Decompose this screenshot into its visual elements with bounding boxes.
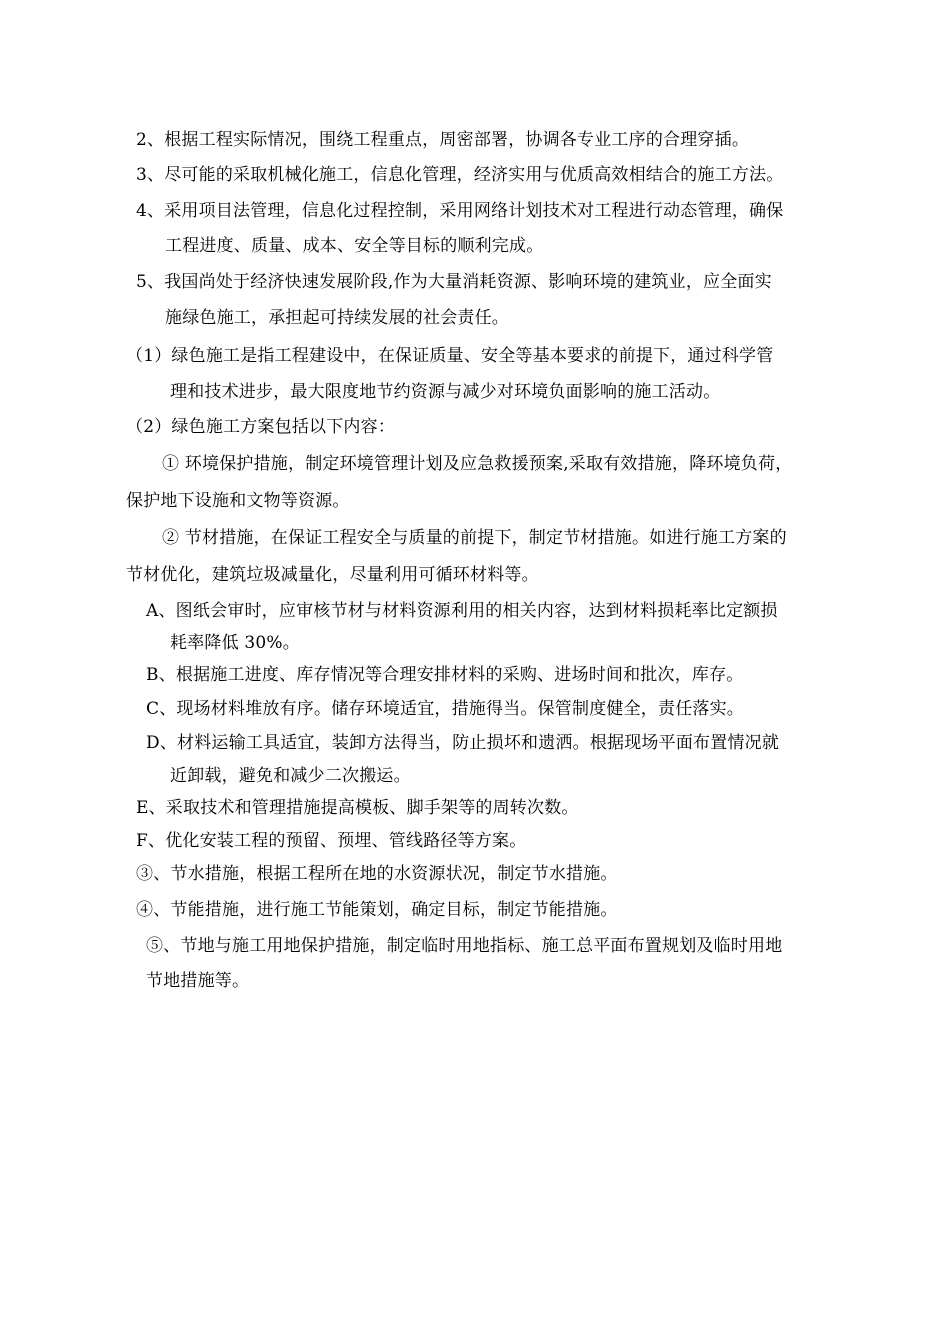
text-line: ⑤、节地与施工用地保护措施，制定临时用地指标、施工总平面布置规划及临时用地 [146, 936, 783, 956]
text-line: 保护地下设施和文物等资源。 [126, 491, 350, 511]
text-line: F、优化安装工程的预留、预埋、管线路径等方案。 [136, 831, 527, 851]
text-line: 节材优化，建筑垃圾减量化，尽量利用可循环材料等。 [126, 565, 539, 585]
text-line: 近卸载，避免和减少二次搬运。 [170, 766, 411, 786]
text-line: 工程进度、质量、成本、安全等目标的顺利完成。 [165, 236, 544, 256]
text-line: 5、我国尚处于经济快速发展阶段,作为大量消耗资源、影响环境的建筑业，应全面实 [136, 272, 772, 292]
text-line: 3、尽可能的采取机械化施工，信息化管理，经济实用与优质高效相结合的施工方法。 [136, 165, 784, 185]
text-line: （2）绿色施工方案包括以下内容： [126, 417, 396, 437]
text-line: A、图纸会审时，应审核节材与材料资源利用的相关内容，达到材料损耗率比定额损 [146, 601, 778, 621]
text-line: E、采取技术和管理措施提高模板、脚手架等的周转次数。 [136, 798, 579, 818]
text-line: D、材料运输工具适宜，装卸方法得当，防止损坏和遗洒。根据现场平面布置情况就 [146, 733, 780, 753]
text-line: ③、节水措施，根据工程所在地的水资源状况，制定节水措施。 [136, 864, 618, 884]
text-line: 耗率降低 30%。 [170, 633, 300, 653]
text-line: 节地措施等。 [146, 971, 250, 991]
text-line: ② 节材措施，在保证工程安全与质量的前提下，制定节材措施。如进行施工方案的 [162, 528, 787, 548]
text-line: 2、根据工程实际情况，围绕工程重点，周密部署，协调各专业工序的合理穿插。 [136, 130, 750, 150]
text-line: ④、节能措施，进行施工节能策划，确定目标，制定节能措施。 [136, 900, 618, 920]
text-line: 施绿色施工，承担起可持续发展的社会责任。 [165, 308, 509, 328]
text-line: C、现场材料堆放有序。储存环境适宜，措施得当。保管制度健全，责任落实。 [146, 699, 745, 719]
text-line: 理和技术进步，最大限度地节约资源与减少对环境负面影响的施工活动。 [170, 382, 721, 402]
text-line: B、根据施工进度、库存情况等合理安排材料的采购、进场时间和批次，库存。 [146, 665, 744, 685]
text-line: ① 环境保护措施，制定环境管理计划及应急救援预案,采取有效措施，降环境负荷， [162, 454, 793, 474]
text-line: 4、采用项目法管理，信息化过程控制，采用网络计划技术对工程进行动态管理，确保 [136, 201, 784, 221]
text-line: （1）绿色施工是指工程建设中，在保证质量、安全等基本要求的前提下，通过科学管 [126, 346, 774, 366]
